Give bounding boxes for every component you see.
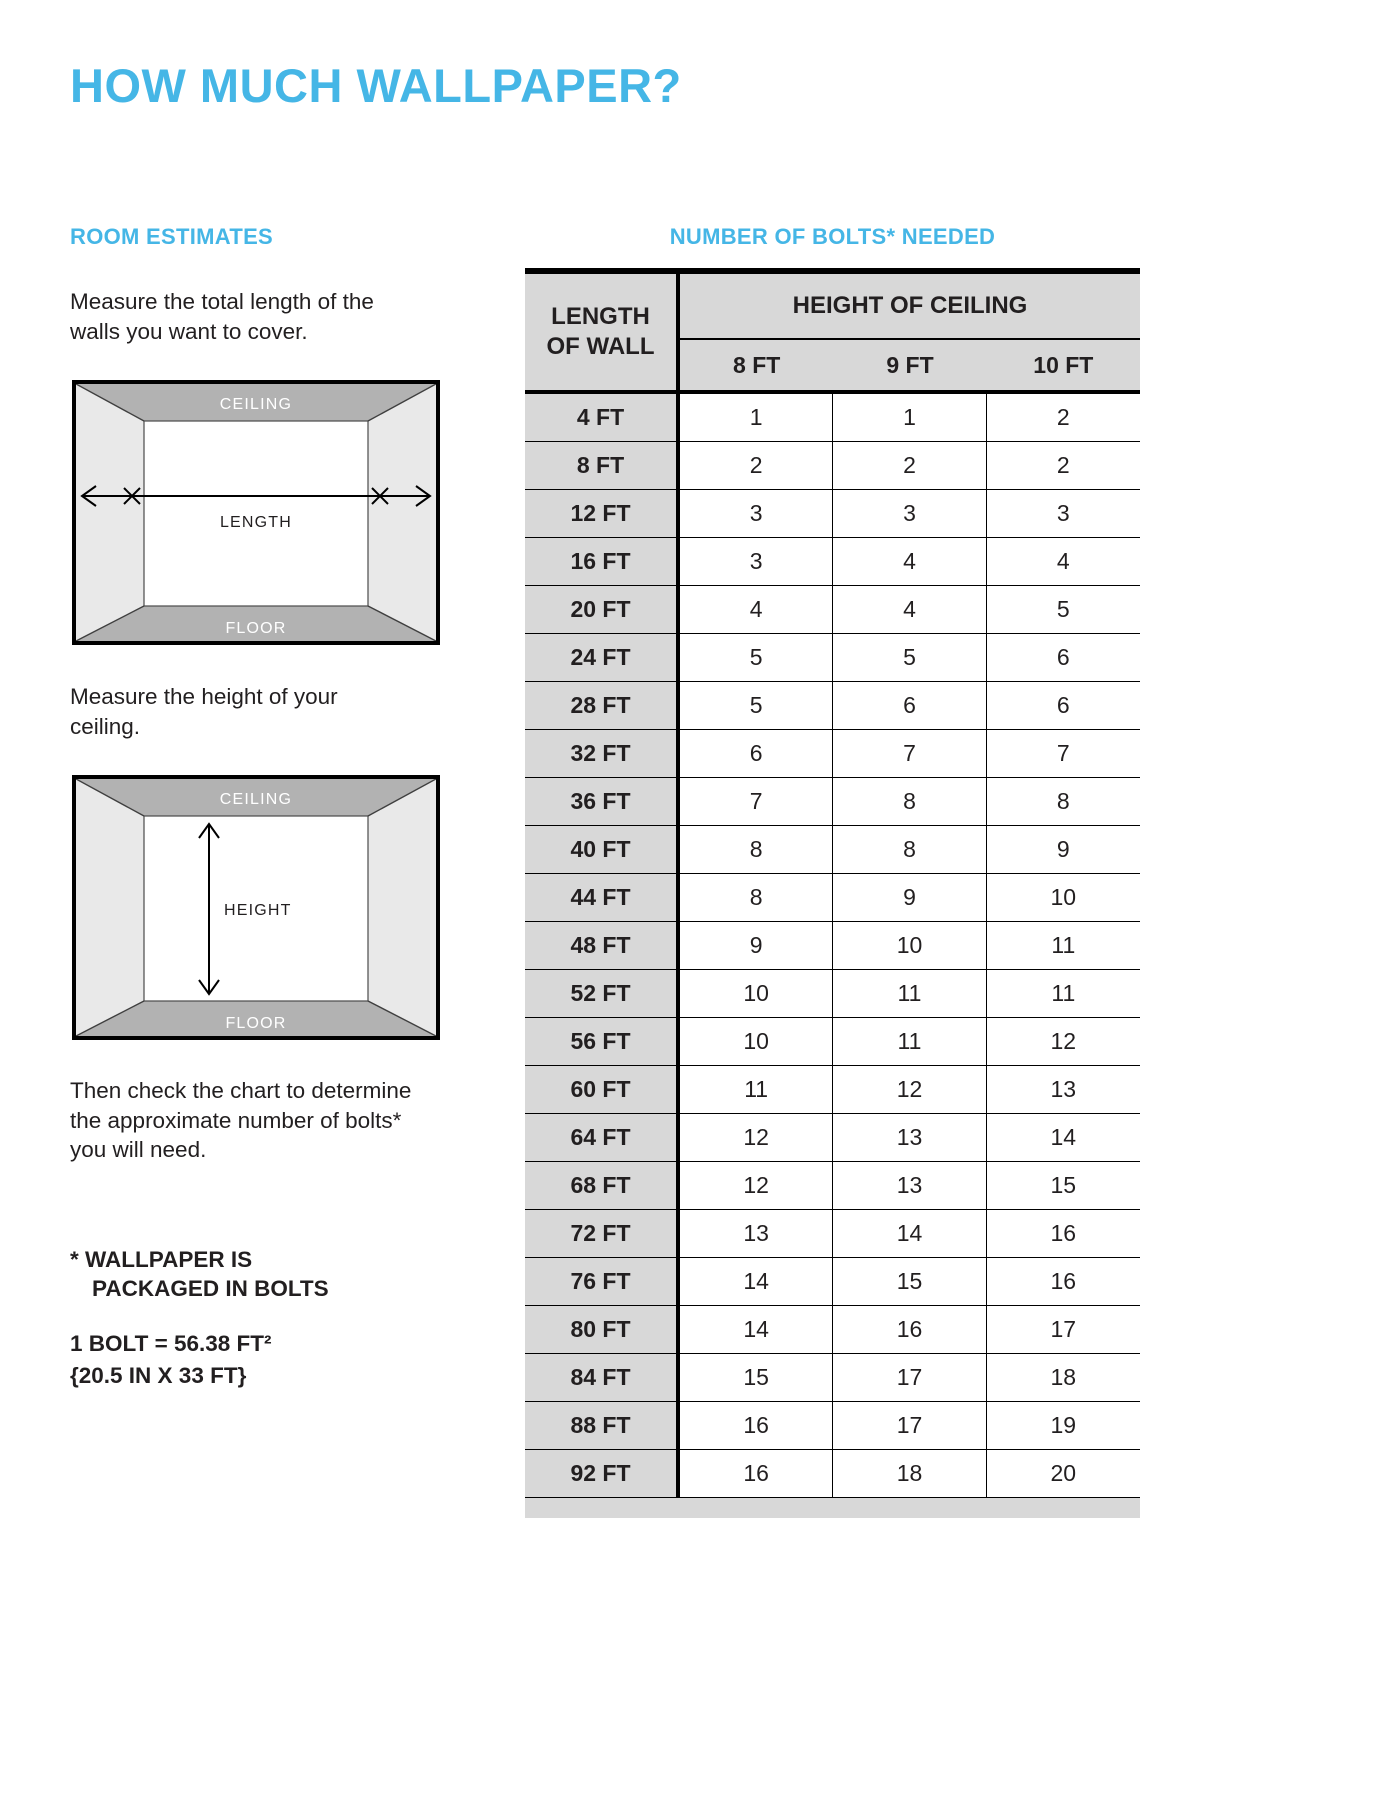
row-wall-length: 68 FT	[525, 1162, 680, 1209]
room-height-diagram	[72, 775, 440, 1040]
table-row	[525, 442, 1140, 490]
row-wall-length: 44 FT	[525, 874, 680, 921]
table-row	[525, 1450, 1140, 1498]
bolts-9ft-value: 7	[833, 730, 986, 777]
bolts-9ft-value: 4	[833, 538, 986, 585]
bolts-footnote	[70, 1245, 329, 1304]
table-row	[525, 1114, 1140, 1162]
height-dimension-label: HEIGHT	[224, 902, 292, 919]
bolts-10ft-value: 19	[1050, 1412, 1077, 1438]
table-row	[525, 1402, 1140, 1450]
ceiling-header-group	[680, 274, 1140, 390]
bolt-size-line1: 1 BOLT = 56.38 FT²	[70, 1331, 272, 1356]
table-row	[525, 394, 1140, 442]
table-row	[525, 1354, 1140, 1402]
bolts-8ft-value: 4	[680, 586, 833, 633]
bolts-10ft-value: 11	[1051, 932, 1076, 958]
row-wall-length: 48 FT	[525, 922, 680, 969]
bolts-10ft-value: 15	[1050, 1172, 1077, 1198]
bolts-8ft-value: 5	[680, 634, 833, 681]
bolts-8ft-value: 6	[680, 730, 833, 777]
length-header-line1: LENGTH	[551, 303, 650, 330]
bolts-8ft-value: 7	[680, 778, 833, 825]
bolts-10ft-value: 14	[1050, 1124, 1077, 1150]
bolt-size-info	[70, 1328, 272, 1391]
bolts-9ft-value: 8	[833, 778, 986, 825]
ceiling-label: CEILING	[219, 791, 293, 808]
bolts-8ft-value: 2	[680, 442, 833, 489]
row-wall-length: 24 FT	[525, 634, 680, 681]
bolts-10ft-value: 11	[1051, 980, 1076, 1006]
bolts-8ft-value: 11	[680, 1066, 833, 1113]
bolts-10ft-value: 10	[1050, 884, 1077, 910]
bolts-footnote-line2: PACKAGED IN BOLTS	[92, 1276, 329, 1302]
column-header-9ft: 9 FT	[886, 351, 934, 378]
table-header	[525, 274, 1140, 390]
floor-label: FLOOR	[225, 620, 287, 637]
bolts-10ft-value: 6	[1056, 692, 1070, 718]
row-wall-length: 40 FT	[525, 826, 680, 873]
bolt-size-line2: {20.5 IN X 33 FT}	[70, 1362, 247, 1388]
table-row	[525, 1258, 1140, 1306]
table-row	[525, 1066, 1140, 1114]
row-wall-length: 36 FT	[525, 778, 680, 825]
table-row	[525, 826, 1140, 874]
table-row	[525, 874, 1140, 922]
table-row	[525, 970, 1140, 1018]
row-wall-length: 60 FT	[525, 1066, 680, 1113]
bolts-needed-heading: NUMBER OF BOLTS* NEEDED	[669, 224, 996, 249]
bolts-8ft-value: 16	[680, 1450, 833, 1497]
bolts-8ft-value: 3	[680, 490, 833, 537]
bolts-8ft-value: 16	[680, 1402, 833, 1449]
table-row	[525, 538, 1140, 586]
row-wall-length: 76 FT	[525, 1258, 680, 1305]
step1-instruction: Measure the total length of the walls you want to cover.	[70, 289, 374, 344]
row-wall-length: 80 FT	[525, 1306, 680, 1353]
bolts-10ft-value: 4	[1056, 548, 1070, 574]
bolts-9ft-value: 2	[833, 442, 986, 489]
bolts-10ft-value: 20	[1050, 1460, 1077, 1486]
bolts-footnote-line1: * WALLPAPER IS	[70, 1247, 253, 1272]
bolts-8ft-value: 1	[680, 394, 833, 441]
room-length-diagram	[72, 380, 440, 645]
page-title: HOW MUCH WALLPAPER?	[70, 59, 682, 112]
bolts-10ft-value: 16	[1050, 1268, 1077, 1294]
table-row	[525, 1306, 1140, 1354]
bolts-8ft-value: 12	[680, 1162, 833, 1209]
ceiling-label: CEILING	[219, 396, 293, 413]
bolts-9ft-value: 1	[833, 394, 986, 441]
bolts-9ft-value: 14	[833, 1210, 986, 1257]
bolts-10ft-value: 3	[1056, 500, 1070, 526]
bolts-10ft-value: 12	[1050, 1028, 1077, 1054]
bolts-9ft-value: 15	[833, 1258, 986, 1305]
bolts-10ft-value: 2	[1056, 452, 1070, 478]
bolts-8ft-value: 9	[680, 922, 833, 969]
room-estimates-heading: ROOM ESTIMATES	[70, 224, 274, 249]
bolts-9ft-value: 18	[833, 1450, 986, 1497]
bolts-8ft-value: 10	[680, 1018, 833, 1065]
row-wall-length: 8 FT	[525, 442, 680, 489]
row-wall-length: 16 FT	[525, 538, 680, 585]
floor-label: FLOOR	[225, 1015, 287, 1032]
bolts-8ft-value: 14	[680, 1306, 833, 1353]
bolts-8ft-value: 14	[680, 1258, 833, 1305]
row-wall-length: 12 FT	[525, 490, 680, 537]
bolts-9ft-value: 11	[833, 970, 986, 1017]
table-row	[525, 682, 1140, 730]
step3-instruction: Then check the chart to determine the approximate number of bolts* you will need.	[70, 1078, 412, 1163]
bolts-table	[525, 268, 1140, 1518]
bolts-10ft-value: 16	[1050, 1220, 1077, 1246]
bolts-9ft-value: 4	[833, 586, 986, 633]
height-of-ceiling-header: HEIGHT OF CEILING	[680, 274, 1140, 340]
left-wall-surface	[76, 779, 144, 1036]
bolts-9ft-value: 8	[833, 826, 986, 873]
row-wall-length: 64 FT	[525, 1114, 680, 1161]
bolts-9ft-value: 3	[833, 490, 986, 537]
row-wall-length: 28 FT	[525, 682, 680, 729]
bolts-9ft-value: 10	[833, 922, 986, 969]
bolts-8ft-value: 15	[680, 1354, 833, 1401]
length-header-line2: OF WALL	[546, 333, 655, 360]
table-row	[525, 1210, 1140, 1258]
row-wall-length: 52 FT	[525, 970, 680, 1017]
bolts-9ft-value: 5	[833, 634, 986, 681]
table-footer-strip	[525, 1498, 1140, 1518]
step2-instruction: Measure the height of your ceiling.	[70, 684, 338, 739]
bolts-8ft-value: 8	[680, 826, 833, 873]
table-row	[525, 586, 1140, 634]
bolts-9ft-value: 11	[833, 1018, 986, 1065]
table-row	[525, 1018, 1140, 1066]
bolts-8ft-value: 12	[680, 1114, 833, 1161]
room-length-diagram-svg	[76, 384, 436, 641]
bolts-10ft-value: 5	[1056, 596, 1070, 622]
bolts-9ft-value: 17	[833, 1354, 986, 1401]
bolts-9ft-value: 16	[833, 1306, 986, 1353]
table-body	[525, 394, 1140, 1498]
table-row	[525, 1162, 1140, 1210]
bolts-9ft-value: 13	[833, 1162, 986, 1209]
bolts-8ft-value: 13	[680, 1210, 833, 1257]
bolts-9ft-value: 12	[833, 1066, 986, 1113]
bolts-9ft-value: 9	[833, 874, 986, 921]
row-wall-length: 56 FT	[525, 1018, 680, 1065]
table-row	[525, 730, 1140, 778]
table-row	[525, 778, 1140, 826]
bolts-10ft-value: 9	[1056, 836, 1070, 862]
bolts-10ft-value: 17	[1050, 1316, 1077, 1342]
column-header-10ft: 10 FT	[1033, 351, 1094, 378]
bolts-9ft-value: 6	[833, 682, 986, 729]
row-wall-length: 88 FT	[525, 1402, 680, 1449]
bolts-10ft-value: 13	[1050, 1076, 1077, 1102]
left-wall-surface	[76, 384, 144, 641]
bolts-10ft-value: 7	[1056, 740, 1070, 766]
row-wall-length: 72 FT	[525, 1210, 680, 1257]
bolts-8ft-value: 3	[680, 538, 833, 585]
bolts-8ft-value: 10	[680, 970, 833, 1017]
row-wall-length: 20 FT	[525, 586, 680, 633]
right-wall-surface	[368, 779, 436, 1036]
bolts-10ft-value: 18	[1050, 1364, 1077, 1390]
bolts-10ft-value: 2	[1056, 404, 1070, 430]
room-height-diagram-svg	[76, 779, 436, 1036]
table-row	[525, 490, 1140, 538]
row-wall-length: 4 FT	[525, 394, 680, 441]
length-dimension-label: LENGTH	[219, 514, 293, 531]
bolts-9ft-value: 17	[833, 1402, 986, 1449]
row-wall-length: 92 FT	[525, 1450, 680, 1497]
right-wall-surface	[368, 384, 436, 641]
table-row	[525, 922, 1140, 970]
bolts-10ft-value: 8	[1056, 788, 1070, 814]
bolts-8ft-value: 5	[680, 682, 833, 729]
length-of-wall-header	[525, 274, 680, 390]
column-header-8ft: 8 FT	[733, 351, 781, 378]
row-wall-length: 32 FT	[525, 730, 680, 777]
table-row	[525, 634, 1140, 682]
bolts-8ft-value: 8	[680, 874, 833, 921]
ceiling-height-columns	[680, 340, 1140, 390]
bolts-10ft-value: 6	[1056, 644, 1070, 670]
bolts-9ft-value: 13	[833, 1114, 986, 1161]
row-wall-length: 84 FT	[525, 1354, 680, 1401]
